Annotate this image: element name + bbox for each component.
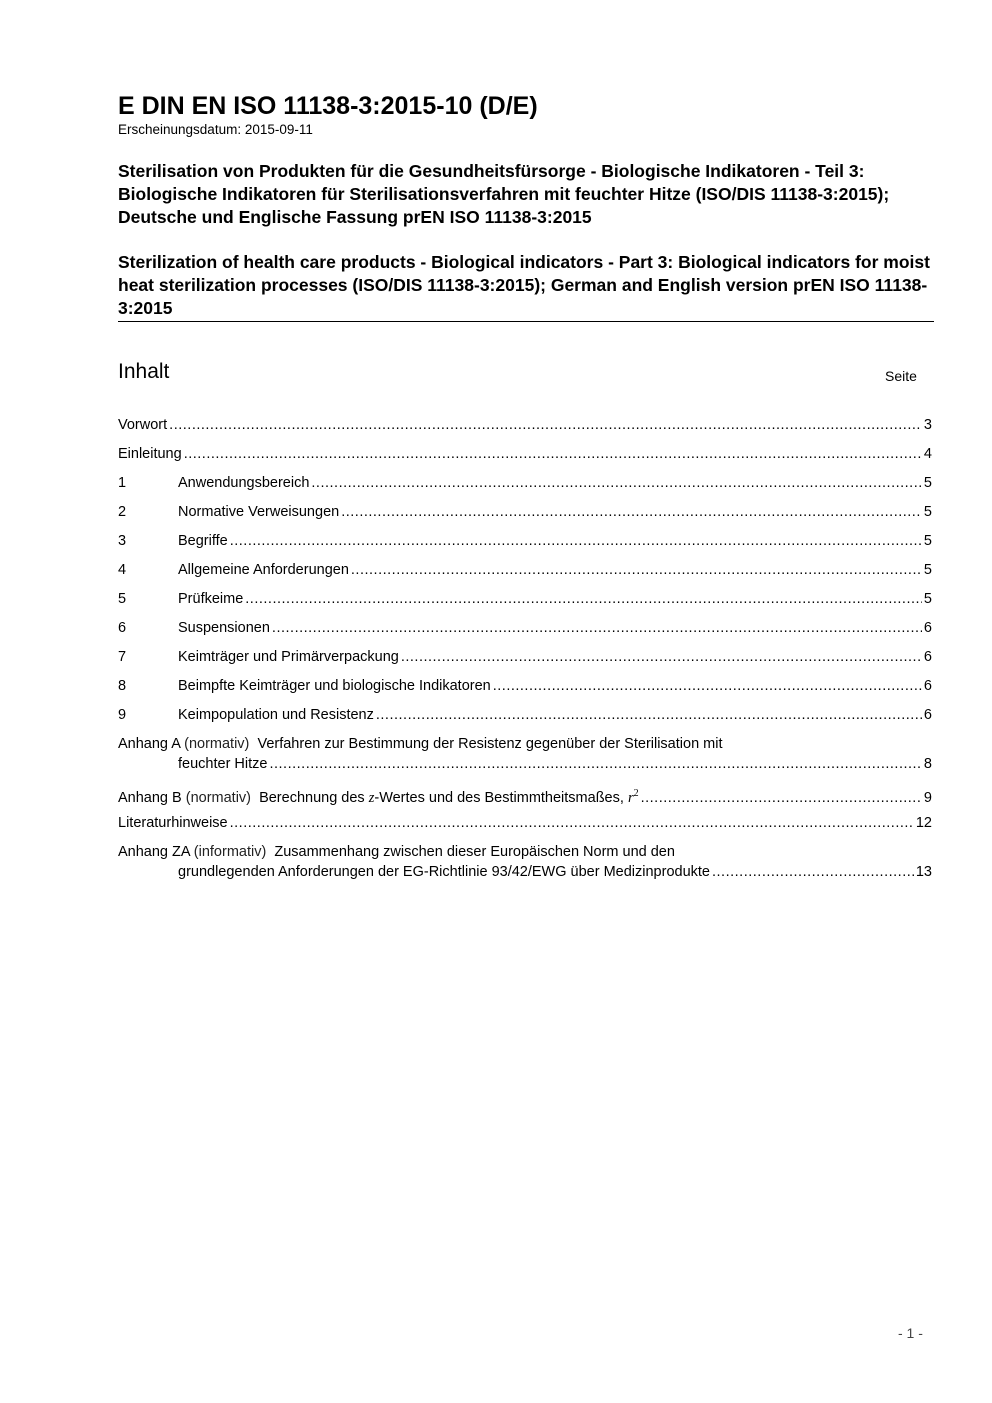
dot-leader (169, 415, 922, 435)
toc-entry-number: 8 (118, 678, 127, 694)
toc-entry-label: Keimträger und Primärverpackung (178, 649, 399, 665)
toc-entry-number: 7 (118, 649, 127, 665)
annex-qualifier: (normativ) (185, 790, 251, 806)
toc-entry-page: 6 (923, 620, 932, 636)
document-id: E DIN EN ISO 11138-3:2015-10 (D/E) (118, 92, 538, 120)
dot-leader (230, 531, 922, 551)
title-divider (118, 321, 934, 322)
annex-title-part-1: Berechnung des (259, 790, 369, 806)
dot-leader (712, 862, 914, 882)
toc-page-column-label: Seite (885, 368, 917, 384)
toc-entry-einleitung[interactable] (118, 444, 932, 464)
toc-numbered-list (118, 473, 932, 725)
page-number: - 1 - (898, 1325, 923, 1341)
table-of-contents (118, 415, 932, 882)
toc-entry-page: 5 (923, 562, 932, 578)
toc-heading: Inhalt (118, 360, 170, 383)
toc-entry-label: Vorwort (118, 417, 168, 433)
annex-title-line-1: Verfahren zur Bestimmung der Resistenz gegenüber der Sterilisation mit (257, 736, 723, 752)
title-english: Sterilization of health care products - Biological indicators - Part 3: Biological indicators for moist heat sterilization processes (ISO/DIS 11138-3:2015); German and English version prEN ISO 11138-3:2015 (118, 252, 930, 318)
toc-entry-number: 3 (118, 533, 127, 549)
toc-entry-page: 5 (923, 533, 932, 549)
toc-entry-9[interactable] (118, 705, 932, 725)
toc-entry-annex-b[interactable] (118, 784, 932, 804)
publication-date: Erscheinungsdatum: 2015-09-11 (118, 122, 313, 137)
toc-entry-number: 1 (118, 475, 127, 491)
toc-entry-4[interactable] (118, 560, 932, 580)
toc-entry-label: Normative Verweisungen (178, 504, 340, 520)
toc-entry-label: Allgemeine Anforderungen (178, 562, 349, 578)
annex-title-line-2: feuchter Hitze (178, 756, 268, 772)
toc-entry-number: 5 (118, 591, 127, 607)
annex-prefix: Anhang ZA (118, 844, 190, 860)
toc-entry-number: 9 (118, 707, 127, 723)
toc-entry-page: 9 (923, 790, 932, 806)
toc-entry-number: 6 (118, 620, 127, 636)
annex-prefix: Anhang A (118, 736, 181, 752)
dot-leader (245, 589, 922, 609)
toc-entry-label: Beimpfte Keimträger und biologische Indikatoren (178, 678, 491, 694)
annex-title-part-2: -Wertes und des Bestimmtheitsmaßes, (374, 790, 628, 806)
annex-title-line-1: Zusammenhang zwischen dieser Europäischen Norm und den (274, 844, 675, 860)
toc-entry-label: Prüfkeime (178, 591, 244, 607)
toc-entry-annex-a[interactable] (118, 734, 932, 774)
toc-entry-page: 5 (923, 591, 932, 607)
annex-qualifier: (normativ) (184, 736, 250, 752)
annex-qualifier: (informativ) (193, 844, 267, 860)
toc-entry-vorwort[interactable] (118, 415, 932, 435)
toc-entry-annex-za[interactable] (118, 842, 932, 882)
toc-entry-page: 6 (923, 707, 932, 723)
dot-leader (351, 560, 922, 580)
toc-entry-literatur[interactable] (118, 813, 932, 833)
toc-entry-label: Keimpopulation und Resistenz (178, 707, 374, 723)
toc-entry-number: 2 (118, 504, 127, 520)
dot-leader (493, 676, 922, 696)
toc-entry-page: 4 (923, 446, 932, 462)
variable-r: r (627, 790, 634, 806)
dot-leader (641, 788, 922, 808)
toc-entry-page: 5 (923, 475, 932, 491)
dot-leader (272, 618, 922, 638)
annex-title-line-2: grundlegenden Anforderungen der EG-Richtlinie 93/42/EWG über Medizinprodukte (178, 864, 710, 880)
toc-entry-2[interactable] (118, 502, 932, 522)
dot-leader (311, 473, 922, 493)
toc-entry-1[interactable] (118, 473, 932, 493)
toc-entry-page: 6 (923, 678, 932, 694)
toc-entry-7[interactable] (118, 647, 932, 667)
exponent: 2 (633, 788, 639, 799)
toc-entry-label: Suspensionen (178, 620, 270, 636)
title-german: Sterilisation von Produkten für die Gesundheitsfürsorge - Biologische Indikatoren - Teil 3: Biologische Indikatoren für Sterilisationsverfahren mit feuchter Hitze (ISO/DIS 11138-3:2015); Deutsche und Englische Fassung prEN ISO 11138-3:2015 (118, 161, 890, 227)
annex-prefix: Anhang B (118, 790, 182, 806)
toc-entry-page: 8 (923, 756, 932, 772)
dot-leader (230, 813, 914, 833)
dot-leader (184, 444, 922, 464)
toc-entry-label: Begriffe (178, 533, 228, 549)
toc-entry-6[interactable] (118, 618, 932, 638)
toc-entry-label: Literaturhinweise (118, 815, 228, 831)
toc-entry-page: 6 (923, 649, 932, 665)
toc-entry-page: 5 (923, 504, 932, 520)
toc-entry-page: 12 (915, 815, 932, 831)
toc-entry-label: Einleitung (118, 446, 182, 462)
toc-entry-page: 13 (915, 864, 932, 880)
toc-entry-page: 3 (923, 417, 932, 433)
toc-entry-5[interactable] (118, 589, 932, 609)
dot-leader (341, 502, 922, 522)
toc-entry-3[interactable] (118, 531, 932, 551)
dot-leader (269, 754, 921, 774)
toc-entry-8[interactable] (118, 676, 932, 696)
dot-leader (401, 647, 922, 667)
dot-leader (376, 705, 922, 725)
variable-z: z (368, 790, 375, 806)
toc-entry-label: Anwendungsbereich (178, 475, 310, 491)
toc-entry-number: 4 (118, 562, 127, 578)
